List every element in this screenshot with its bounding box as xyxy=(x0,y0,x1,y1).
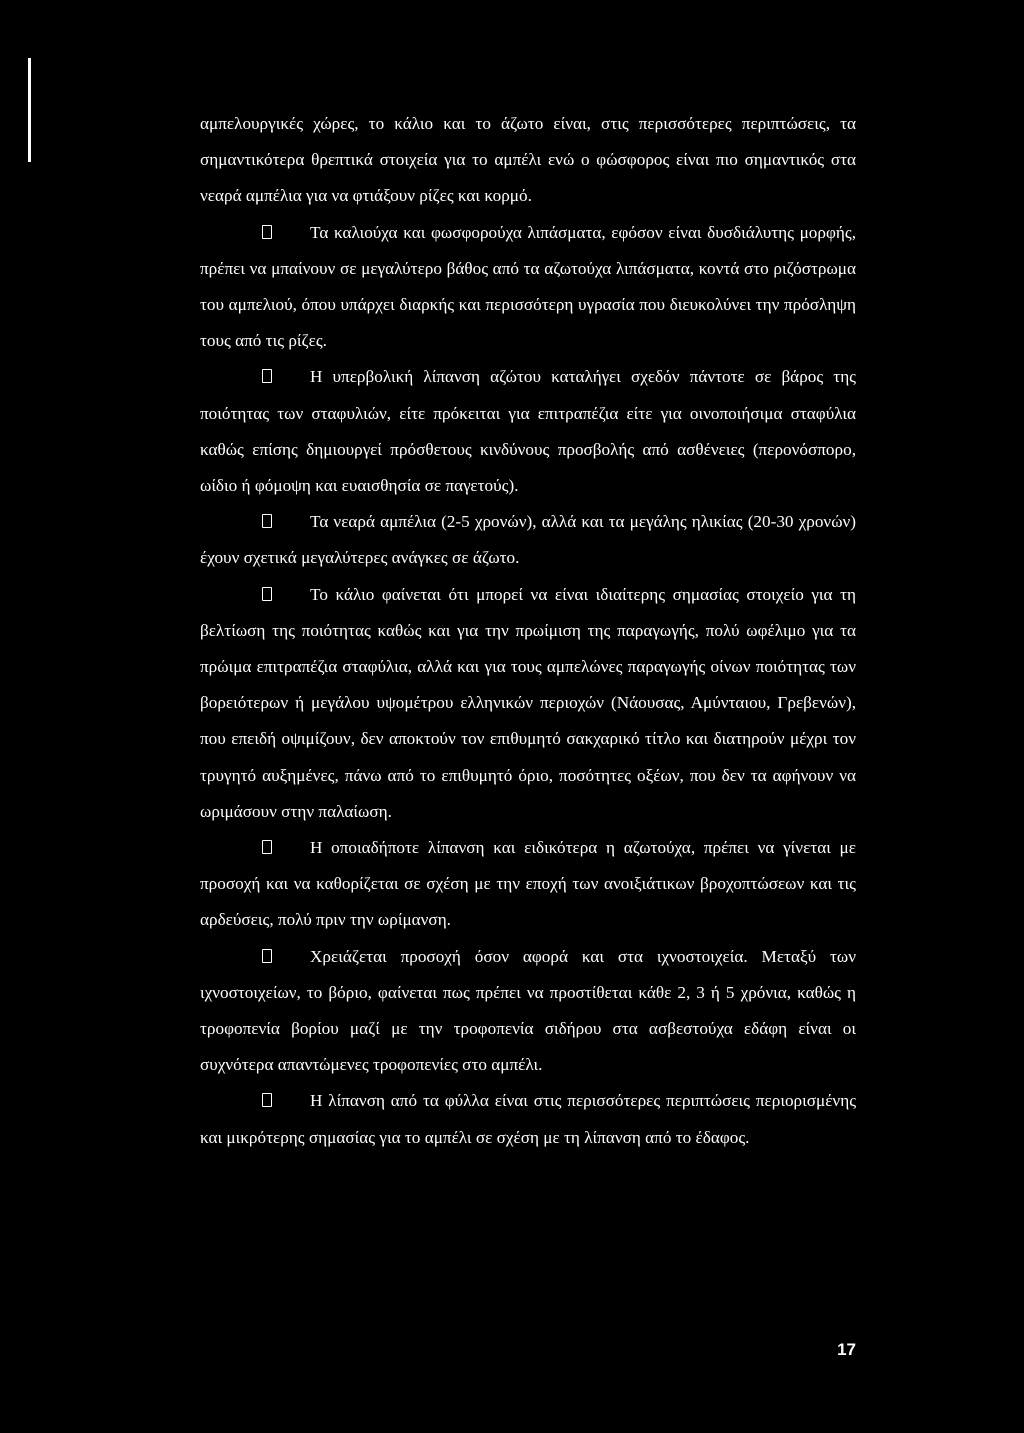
paragraph-text: Η υπερβολική λίπανση αζώτου καταλήγει σχεδόν πάντοτε σε βάρος της ποιότητας των σταφυλιών, είτε πρόκειται για επιτραπέζια είτε για οινοποιήσιμα σταφύλια καθώς επίσης δημιουργεί πρόσθετους κινδύνους προσβολής από ασθένειες (περονόσπορο, ωίδιο ή φόμοψη και ευαισθησία σε παγετούς). xyxy=(200,367,856,496)
paragraph-fertilizer-depth xyxy=(200,215,856,360)
checkbox-bullet-icon xyxy=(262,587,272,601)
paragraph-text: Τα νεαρά αμπέλια (2-5 χρονών), αλλά και τα μεγάλης ηλικίας (20-30 χρονών) έχουν σχετικά μεγαλύτερες ανάγκες σε άζωτο. xyxy=(200,512,856,568)
checkbox-bullet-icon xyxy=(262,369,272,383)
paragraph-text: Η οποιαδήποτε λίπανση και ειδικότερα η αζωτούχα, πρέπει να γίνεται με προσοχή και να καθορίζεται σε σχέση με την εποχή των ανοιξιάτικων βροχοπτώσεων και τις αρδεύσεις, πολύ πριν την ωρίμανση. xyxy=(200,838,856,930)
paragraph-nitrogen-excess xyxy=(200,359,856,504)
paragraph-potassium xyxy=(200,577,856,830)
paragraph-trace-elements xyxy=(200,939,856,1084)
page-edge-mark xyxy=(28,58,31,162)
checkbox-bullet-icon xyxy=(262,514,272,528)
paragraph-text: Χρειάζεται προσοχή όσον αφορά και στα ιχνοστοιχεία. Μεταξύ των ιχνοστοιχείων, το βόριο, φαίνεται πως πρέπει να προστίθεται κάθε 2, 3 ή 5 χρόνια, καθώς η τροφοπενία βορίου μαζί με την τροφοπενία σιδήρου στα ασβεστούχα εδάφη είναι οι συχνότερα απαντώμενες τροφοπενίες στο αμπέλι. xyxy=(200,946,856,1075)
paragraph-text: Τα καλιούχα και φωσφορούχα λιπάσματα, εφόσον είναι δυσδιάλυτης μορφής, πρέπει να μπαίνουν σε μεγαλύτερο βάθος από τα αζωτούχα λιπάσματα, κοντά στο ριζόστρωμα του αμπελιού, όπου υπάρχει διαρκής και περισσότερη υγρασία που διευκολύνει την πρόσληψη τους από τις ρίζες. xyxy=(200,222,856,351)
checkbox-bullet-icon xyxy=(262,840,272,854)
checkbox-bullet-icon xyxy=(262,949,272,963)
page-number: 17 xyxy=(837,1340,856,1359)
checkbox-bullet-icon xyxy=(262,1093,272,1107)
paragraph-foliar xyxy=(200,1083,856,1155)
paragraph-vine-age xyxy=(200,504,856,576)
paragraph-intro: αμπελουργικές χώρες, το κάλιο και το άζωτο είναι, στις περισσότερες περιπτώσεις, τα σημαντικότερα θρεπτικά στοιχεία για το αμπέλι ενώ ο φώσφορος είναι πιο σημαντικός στα νεαρά αμπέλια για να φτιάξουν ρίζες και κορμό. xyxy=(200,114,856,206)
document-body xyxy=(200,106,856,1156)
paragraph-text: Η λίπανση από τα φύλλα είναι στις περισσότερες περιπτώσεις περιορισμένης και μικρότερης σημασίας για το αμπέλι σε σχέση με τη λίπανση από το έδαφος. xyxy=(200,1091,856,1147)
paragraph-timing xyxy=(200,830,856,939)
checkbox-bullet-icon xyxy=(262,225,272,239)
paragraph-text: Το κάλιο φαίνεται ότι μπορεί να είναι ιδιαίτερης σημασίας στοιχείο για τη βελτίωση της ποιότητας καθώς και για την πρωίμιση της παραγωγής, πολύ ωφέλιμο για τα πρώιμα επιτραπέζια σταφύλια, αλλά και για τους αμπελώνες παραγωγής οίνων ποιότητας των βορειότερων ή μεγάλου υψομέτρου ελληνικών περιοχών (Νάουσας, Αμύνταιου, Γρεβενών), που επειδή οψιμίζουν, δεν αποκτούν τον επιθυμητό σακχαρικό τίτλο και διατηρούν μέχρι τον τρυγητό αυξημένες, πάνω από το επιθυμητό όριο, ποσότητες οξέων, που δεν τα αφήνουν να ωριμάσουν στην παλαίωση. xyxy=(200,584,856,821)
